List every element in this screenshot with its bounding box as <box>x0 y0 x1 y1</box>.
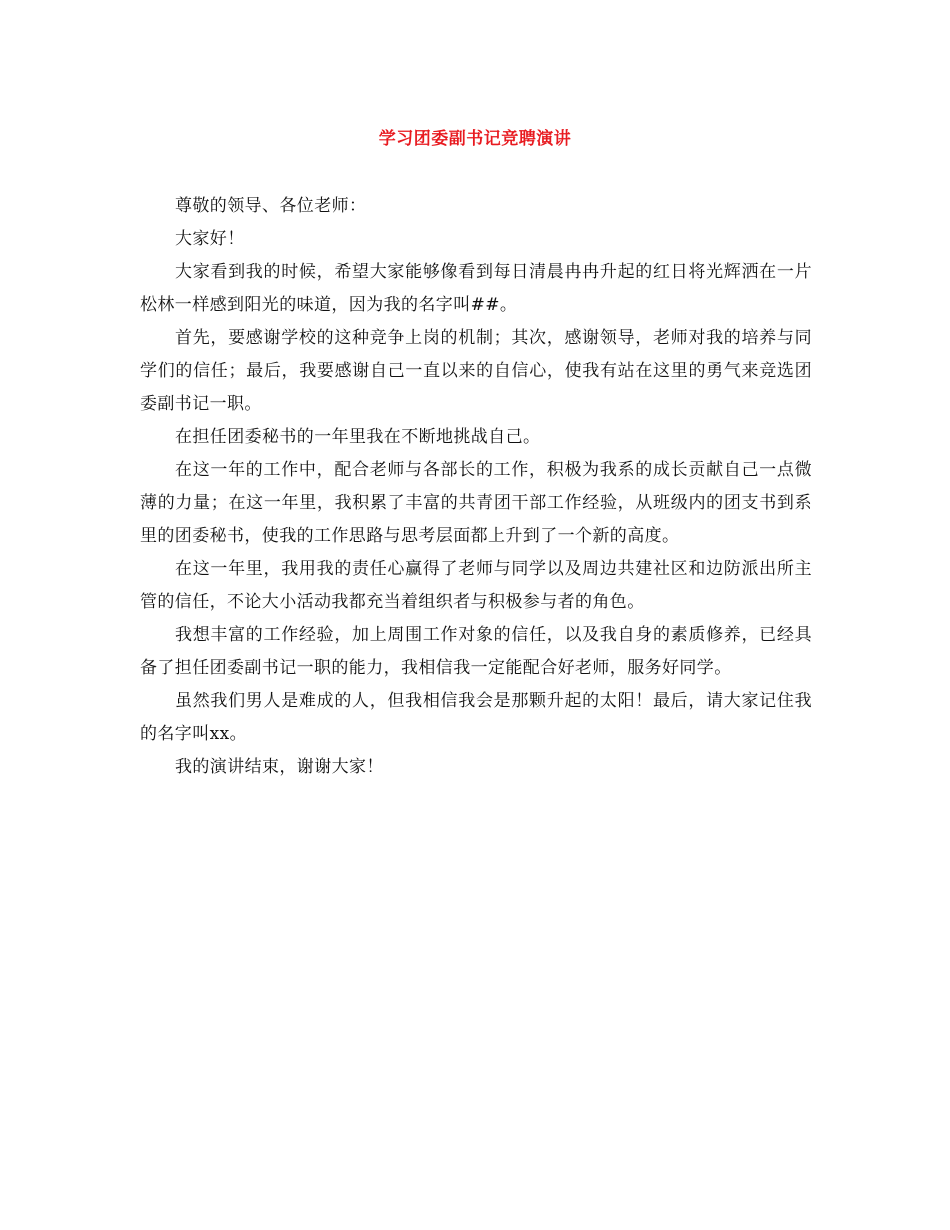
paragraph-capability: 我想丰富的工作经验，加上周围工作对象的信任，以及我自身的素质修养，已经具备了担任团委副书记一职的能力，我相信我一定能配合好老师，服务好同学。 <box>140 625 812 678</box>
paragraph-introduction: 大家看到我的时候，希望大家能够像看到每日清晨冉冉升起的红日将光辉洒在一片松林一样感到阳光的味道，因为我的名字叫##。 <box>140 262 812 315</box>
paragraph-work-experience: 在这一年的工作中，配合老师与各部长的工作，积极为我系的成长贡献自己一点微薄的力量；在这一年里，我积累了丰富的共青团干部工作经验，从班级内的团支书到系里的团委秘书，使我的工作思路与思考层面都上升到了一个新的高度。 <box>140 460 812 546</box>
paragraph-closing-statement: 虽然我们男人是难成的人，但我相信我会是那颗升起的太阳！最后，请大家记住我的名字叫xx。 <box>140 691 812 744</box>
document-title: 学习团委副书记竞聘演讲 <box>378 129 572 149</box>
paragraph-thanks: 首先，要感谢学校的这种竞争上岗的机制；其次，感谢领导，老师对我的培养与同学们的信任；最后，我要感谢自己一直以来的自信心，使我有站在这里的勇气来竞选团委副书记一职。 <box>140 328 812 414</box>
paragraph-secretary-year: 在担任团委秘书的一年里我在不断地挑战自己。 <box>175 427 541 447</box>
paragraph-salutation: 尊敬的领导、各位老师： <box>175 196 367 216</box>
document-body <box>140 190 812 784</box>
paragraph-end: 我的演讲结束，谢谢大家！ <box>175 757 384 777</box>
paragraph-responsibility: 在这一年里，我用我的责任心赢得了老师与同学以及周边共建社区和边防派出所主管的信任，不论大小活动我都充当着组织者与积极参与者的角色。 <box>140 559 812 612</box>
paragraph-greeting: 大家好！ <box>175 229 245 249</box>
